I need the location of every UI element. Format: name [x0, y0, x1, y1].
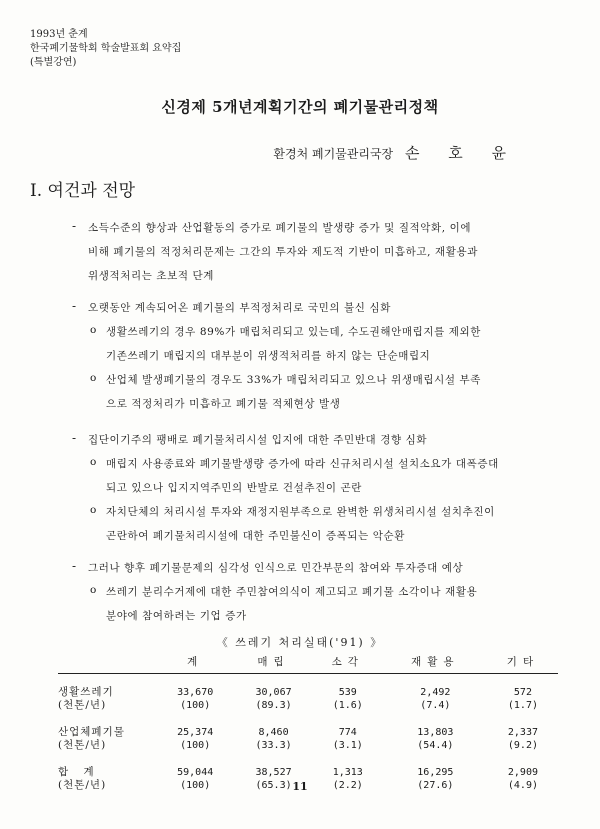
row-unit: (천톤/년) [58, 739, 107, 751]
table-title: 《 쓰레기 처리실태('91) 》 [216, 636, 384, 649]
table-cell: 38,527 [255, 767, 292, 778]
bullet-marker: o [90, 372, 97, 384]
waste-treatment-table [58, 652, 558, 794]
table-header-row [58, 652, 558, 674]
paragraph-line: 소득수준의 향상과 산업활동의 증가로 폐기물의 발생량 증가 및 질적악화, 이에 [88, 222, 472, 234]
table-cell: (100) [180, 780, 211, 791]
paragraph-line: 생활쓰레기의 경우 89%가 매립처리되고 있는데, 수도권해안매립지를 제외한 [106, 326, 481, 338]
table-cell: (54.4) [417, 740, 454, 751]
bullet-marker: o [90, 324, 97, 336]
table-cell: 16,295 [417, 767, 454, 778]
paragraph-line: 기존쓰레기 매립지의 대부분이 위생적처리를 하지 않는 단순매립지 [106, 350, 431, 362]
table-cell: 774 [338, 727, 357, 738]
table-cell: 59,044 [177, 767, 214, 778]
table-cell: (2.2) [332, 780, 363, 791]
paragraph-line: 쓰레기 분리수거제에 대한 주민참여의식이 제고되고 폐기물 소각이나 재활용 [106, 586, 478, 598]
section-heading: I. 여건과 전망 [30, 181, 136, 201]
paragraph-line: 집단이기주의 팽배로 폐기물처리시설 입지에 대한 주민반대 경향 심화 [88, 434, 428, 446]
author-name: 손 호 윤 [404, 144, 518, 162]
table-cell: (27.6) [417, 780, 454, 791]
dash-marker: - [72, 219, 77, 233]
table-header-blank [58, 652, 156, 674]
table-cell: 2,337 [507, 727, 538, 738]
table-row [58, 674, 558, 700]
row-unit: (천톤/년) [58, 699, 107, 711]
table-cell: (1.6) [332, 700, 363, 711]
meta-line: (특별강연) [30, 57, 77, 68]
bullet-marker: o [90, 584, 97, 596]
row-label: 합 계 [58, 766, 100, 778]
table-cell: 30,067 [255, 687, 292, 698]
paragraph-line: 비해 폐기물의 적정처리문제는 그간의 투자와 제도적 기반이 미흡하고, 재활용과 [88, 246, 478, 258]
dash-marker: - [72, 431, 77, 445]
header-meta [30, 28, 181, 70]
table-cell: (1.7) [507, 700, 538, 711]
table-cell: 2,909 [507, 767, 538, 778]
table-cell: (65.3) [255, 780, 292, 791]
paragraph-line: 산업체 발생폐기물의 경우도 33%가 매립처리되고 있으나 위생매립시설 부족 [106, 374, 481, 386]
table-header: 기타 [488, 652, 558, 674]
paragraph-line: 위생적처리는 초보적 단계 [88, 270, 215, 282]
row-label: 생활쓰레기 [58, 686, 114, 698]
table-cell: 572 [513, 687, 532, 698]
table-header: 소각 [313, 652, 383, 674]
author-position: 환경처 폐기물관리국장 [273, 147, 394, 161]
row-label: 산업체폐기물 [58, 726, 125, 738]
table-header: 매립 [234, 652, 312, 674]
table-cell: 1,313 [332, 767, 363, 778]
table-row [58, 754, 558, 779]
page-number: 11 [292, 780, 308, 793]
dash-marker: - [72, 559, 77, 573]
table-cell: 33,670 [177, 687, 214, 698]
table-cell: 2,492 [420, 687, 451, 698]
bullet-marker: o [90, 504, 97, 516]
bullet-marker: o [90, 456, 97, 468]
table-cell: (100) [180, 740, 211, 751]
paragraph-line: 오랫동안 계속되어온 폐기물의 부적정처리로 국민의 불신 심화 [88, 302, 391, 314]
paragraph-line: 매립지 사용종료와 폐기물발생량 증가에 따라 신규처리시설 설치소요가 대폭증대 [106, 458, 499, 470]
paragraph-line: 자치단체의 처리시설 투자와 재정지원부족으로 완벽한 위생처리시설 설치추진이 [106, 506, 495, 518]
table-cell: (100) [180, 700, 211, 711]
author-line [273, 142, 518, 163]
table-cell: (9.2) [507, 740, 538, 751]
table-header: 재활용 [383, 652, 488, 674]
paragraph-line: 그러나 향후 폐기물문제의 심각성 인식으로 민간부문의 참여와 투자증대 예상 [88, 562, 464, 574]
paragraph-line: 으로 적정처리가 미흡하고 폐기물 적체현상 발생 [106, 398, 341, 410]
table-cell: (4.9) [507, 780, 538, 791]
paragraph-line: 분야에 참여하려는 기업 증가 [106, 610, 247, 622]
paragraph-line: 곤란하여 폐기물처리시설에 대한 주민불신이 증폭되는 악순환 [106, 530, 406, 542]
meta-line: 한국폐기물학회 학술발표회 요약집 [30, 43, 182, 54]
row-unit: (천톤/년) [58, 779, 107, 791]
table-cell: (3.1) [332, 740, 363, 751]
table-header: 계 [156, 652, 234, 674]
meta-line: 1993년 춘계 [30, 29, 88, 40]
table-cell: 539 [338, 687, 357, 698]
table-cell: (7.4) [420, 700, 451, 711]
table-cell: 8,460 [258, 727, 289, 738]
table-row [58, 714, 558, 739]
dash-marker: - [72, 299, 77, 313]
table-row [58, 739, 558, 754]
paragraph-line: 되고 있으나 입지지역주민의 반발로 건설추진이 곤란 [106, 482, 363, 494]
table-cell: (89.3) [255, 700, 292, 711]
table-row [58, 699, 558, 714]
table-cell: (33.3) [255, 740, 292, 751]
page-title: 신경제 5개년계획기간의 폐기물관리정책 [161, 98, 439, 116]
table-cell: 13,803 [417, 727, 454, 738]
table-cell: 25,374 [177, 727, 214, 738]
